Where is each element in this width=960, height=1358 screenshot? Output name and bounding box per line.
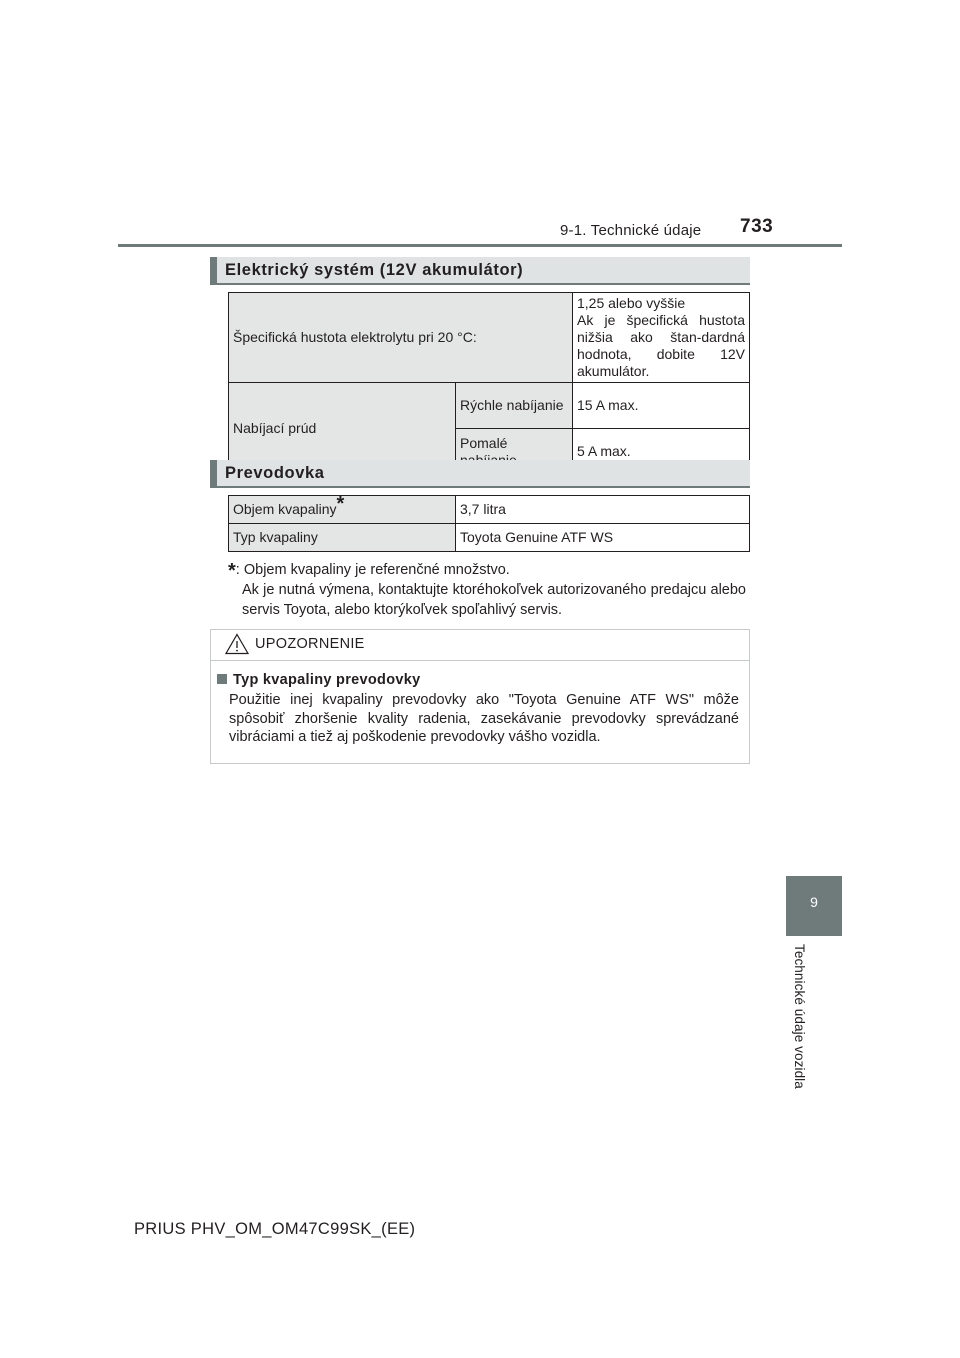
density-value-line2: Ak je špecifická hustota nižšia ako štan-dardná hodnota, dobite 12V akumulátor. bbox=[577, 312, 745, 379]
caution-item-title: Typ kvapaliny prevodovky bbox=[233, 672, 421, 688]
footnote-line2: Ak je nutná výmena, kontaktujte ktoréhokoľvek autorizovaného predajcu alebo servis Toyota, alebo ktorýkoľvek spoľahlivý servis. bbox=[242, 582, 746, 618]
fluid-type-label: Typ kvapaliny bbox=[229, 524, 456, 552]
caution-title: UPOZORNENIE bbox=[255, 636, 365, 652]
running-header-section: 9-1. Technické údaje bbox=[560, 222, 702, 239]
fluid-type-value: Toyota Genuine ATF WS bbox=[456, 524, 750, 552]
chapter-tab bbox=[786, 876, 842, 936]
section-heading-electrical bbox=[210, 257, 750, 285]
square-bullet-icon bbox=[217, 674, 227, 684]
section-heading-transmission bbox=[210, 460, 750, 488]
page-number: 733 bbox=[740, 216, 774, 237]
caution-header bbox=[211, 630, 749, 661]
fluid-capacity-label-text: Objem kvapaliny bbox=[233, 501, 337, 517]
slow-charging-value: 5 A max. bbox=[573, 429, 750, 475]
footnote-line1: : Objem kvapaliny je referenčné množstvo. bbox=[235, 562, 510, 578]
fluid-capacity-label bbox=[229, 493, 456, 524]
density-label: Špecifická hustota elektrolytu pri 20 °C: bbox=[229, 293, 573, 383]
footnote-marker: * bbox=[336, 493, 345, 516]
caution-box bbox=[210, 629, 750, 764]
fast-charging-label: Rýchle nabíjanie bbox=[456, 383, 573, 429]
table-row bbox=[229, 383, 750, 429]
density-value-line1: 1,25 alebo vyššie bbox=[577, 295, 686, 311]
footer-doc-id: PRIUS PHV_OM_OM47C99SK_(EE) bbox=[134, 1220, 416, 1238]
charging-current-label: Nabíjací prúd bbox=[229, 383, 456, 475]
transmission-spec-table bbox=[228, 495, 750, 552]
section-heading-transmission-text: Prevodovka bbox=[225, 464, 325, 482]
electrical-spec-table bbox=[228, 292, 750, 475]
table-row bbox=[229, 524, 750, 552]
caution-item-text: Použitie inej kvapaliny prevodovky ako "Toyota Genuine ATF WS" môže spôsobiť zhoršenie kvality radenia, zasekávanie prevodovky sprevádzané vibráciami a tiež aj poškodenie prevodovky vášho vozidla. bbox=[229, 692, 739, 745]
section-heading-electrical-text: Elektrický systém (12V akumulátor) bbox=[225, 261, 524, 279]
table-row bbox=[229, 496, 750, 524]
chapter-number: 9 bbox=[810, 894, 818, 910]
chapter-title-vertical: Technické údaje vozidla bbox=[792, 944, 807, 1089]
footnote-asterisk: * bbox=[228, 560, 236, 582]
slow-charging-label: Pomalé bbox=[456, 429, 573, 475]
footnote bbox=[228, 558, 746, 620]
warning-triangle-icon bbox=[225, 633, 249, 655]
density-value bbox=[573, 293, 750, 383]
fast-charging-value: 15 A max. bbox=[573, 383, 750, 429]
caution-item-heading bbox=[217, 672, 420, 688]
table-row bbox=[229, 293, 750, 383]
fluid-capacity-value: 3,7 litra bbox=[456, 496, 750, 524]
footnote-first-line bbox=[228, 558, 746, 580]
header-rule bbox=[118, 244, 842, 247]
